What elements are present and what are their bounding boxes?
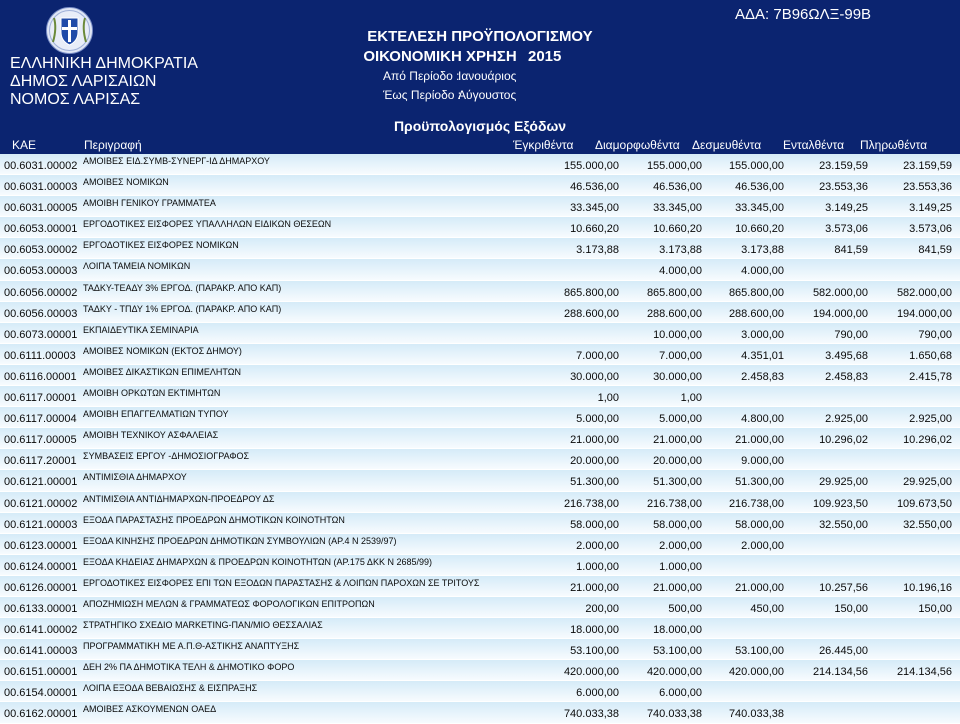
table-row (0, 681, 960, 702)
kae-code: 00.6116.00001 (4, 370, 77, 383)
amount-committed: 10.660,20 (735, 223, 784, 236)
amount-paid: 3.149,25 (909, 202, 952, 215)
amount-ordered: 3.149,25 (825, 202, 868, 215)
amount-approved: 200,00 (585, 602, 619, 615)
row-description: ΕΞΟΔΑ ΠΑΡΑΣΤΑΣΗΣ ΠΡΟΕΔΡΩΝ ΔΗΜΟΤΙΚΩΝ ΚΟΙΝΟΤΗΤΩΝ (83, 514, 345, 525)
kae-code: 00.6117.00004 (4, 413, 77, 426)
amount-ordered: 2.458,83 (825, 370, 868, 383)
kae-code: 00.6121.00002 (4, 497, 78, 510)
amount-committed: 450,00 (750, 602, 784, 615)
amount-formed: 30.000,00 (653, 370, 702, 383)
kae-code: 00.6141.00002 (4, 624, 78, 637)
amount-paid: 1.650,68 (909, 349, 952, 362)
amount-paid: 32.550,00 (903, 518, 952, 531)
amount-formed: 216.738,00 (646, 497, 702, 510)
amount-committed: 33.345,00 (735, 202, 784, 215)
amount-committed: 740.033,38 (728, 708, 784, 721)
amount-approved: 5.000,00 (576, 413, 619, 426)
amount-committed: 288.600,00 (728, 307, 784, 320)
row-description: ΑΜΟΙΒΕΣ ΝΟΜΙΚΩΝ (83, 177, 169, 188)
table-row (0, 492, 960, 513)
amount-approved: 2.000,00 (576, 539, 619, 552)
row-description: ΑΜΟΙΒΕΣ ΔΙΚΑΣΤΙΚΩΝ ΕΠΙΜΕΛΗΤΩΝ (83, 366, 241, 377)
kae-code: 00.6124.00001 (4, 560, 78, 573)
table-row (0, 386, 960, 407)
amount-ordered: 790,00 (834, 328, 868, 341)
column-header-approved: Έγκριθέντα (513, 138, 574, 152)
row-description: ΕΡΓΟΔΟΤΙΚΕΣ ΕΙΣΦΟΡΕΣ ΝΟΜΙΚΩΝ (83, 240, 239, 251)
amount-paid: 2.415,78 (909, 370, 952, 383)
row-description: ΤΑΔΚΥ-ΤΕΑΔΥ 3% ΕΡΓΟΔ. (ΠΑΡΑΚΡ. ΑΠΟ ΚΑΠ) (83, 282, 282, 293)
table-row (0, 196, 960, 217)
table-row (0, 323, 960, 344)
amount-formed: 21.000,00 (653, 434, 702, 447)
amount-ordered: 26.445,00 (819, 645, 868, 658)
kae-code: 00.6031.00002 (4, 160, 78, 172)
row-description: ΑΜΟΙΒΗ ΓΕΝΙΚΟΥ ΓΡΑΜΜΑΤΕΑ (83, 198, 216, 209)
amount-ordered: 150,00 (834, 602, 868, 615)
fiscal-year: 2015 (528, 48, 562, 65)
row-description: ΑΜΟΙΒΕΣ ΝΟΜΙΚΩΝ (ΕΚΤΟΣ ΔΗΜΟΥ) (83, 345, 242, 356)
amount-formed: 4.000,00 (659, 265, 702, 278)
amount-ordered: 582.000,00 (812, 286, 868, 299)
table-row (0, 428, 960, 449)
table-row (0, 534, 960, 555)
from-period-value: Ιανουάριος (458, 69, 517, 83)
kae-code: 00.6056.00002 (4, 286, 78, 299)
amount-formed: 18.000,00 (653, 624, 702, 637)
amount-formed: 6.000,00 (659, 687, 702, 700)
amount-approved: 420.000,00 (563, 666, 619, 679)
kae-code: 00.6117.00001 (4, 392, 77, 405)
amount-committed: 58.000,00 (735, 518, 784, 531)
kae-code: 00.6123.00001 (4, 539, 78, 552)
amount-formed: 2.000,00 (659, 539, 702, 552)
table-row (0, 344, 960, 365)
amount-committed: 21.000,00 (735, 434, 784, 447)
table-row (0, 618, 960, 639)
amount-formed: 7.000,00 (659, 349, 702, 362)
amount-committed: 3.000,00 (741, 328, 784, 341)
kae-code: 00.6154.00001 (4, 687, 78, 700)
amount-approved: 46.536,00 (570, 181, 619, 194)
row-description: ΑΜΟΙΒΕΣ ΑΣΚΟΥΜΕΝΩΝ ΟΑΕΔ (83, 704, 217, 715)
table-row (0, 259, 960, 280)
kae-code: 00.6053.00003 (4, 265, 78, 278)
amount-committed: 216.738,00 (728, 497, 784, 510)
kae-code: 00.6126.00001 (4, 581, 78, 594)
amount-formed: 865.800,00 (646, 286, 702, 299)
table-row (0, 302, 960, 323)
amount-ordered: 3.573,06 (825, 223, 868, 236)
org-line: ΝΟΜΟΣ ΛΑΡΙΣΑΣ (10, 91, 141, 108)
kae-code: 00.6151.00001 (4, 666, 78, 679)
amount-committed: 155.000,00 (728, 160, 784, 172)
amount-approved: 3.173,88 (576, 244, 619, 257)
amount-paid: 3.573,06 (909, 223, 952, 236)
amount-formed: 58.000,00 (653, 518, 702, 531)
amount-ordered: 2.925,00 (825, 413, 868, 426)
kae-code: 00.6121.00003 (4, 518, 78, 531)
amount-formed: 21.000,00 (653, 581, 702, 594)
amount-formed: 10.000,00 (653, 328, 702, 341)
amount-approved: 288.600,00 (563, 307, 619, 320)
table-row (0, 555, 960, 576)
amount-formed: 740.033,38 (646, 708, 702, 721)
amount-ordered: 23.159,59 (819, 160, 868, 172)
amount-committed: 9.000,00 (741, 455, 784, 468)
row-description: ΠΡΟΓΡΑΜΜΑΤΙΚΗ ΜΕ Α.Π.Θ-ΑΣΤΙΚΗΣ ΑΝΑΠΤΥΞΗΣ (83, 641, 300, 652)
amount-approved: 740.033,38 (563, 708, 619, 721)
amount-ordered: 10.296,02 (819, 434, 868, 447)
amount-formed: 155.000,00 (646, 160, 702, 172)
kae-code: 00.6141.00003 (4, 645, 78, 658)
amount-paid: 214.134,56 (896, 666, 952, 679)
row-description: ΛΟΙΠΑ ΕΞΟΔΑ ΒΕΒΑΙΩΣΗΣ & ΕΙΣΠΡΑΞΗΣ (83, 683, 258, 694)
amount-paid: 2.925,00 (909, 413, 952, 426)
kae-code: 00.6111.00003 (4, 349, 76, 362)
column-header-description: Περιγραφή (84, 138, 142, 152)
table-row (0, 238, 960, 259)
amount-paid: 10.296,02 (903, 434, 952, 447)
amount-committed: 46.536,00 (735, 181, 784, 194)
amount-approved: 18.000,00 (570, 624, 619, 637)
kae-code: 00.6073.00001 (4, 328, 78, 341)
column-header-formed: Διαμορφωθέντα (595, 138, 680, 152)
row-description: ΕΚΠΑΙΔΕΥΤΙΚΑ ΣΕΜΙΝΑΡΙΑ (83, 324, 199, 335)
row-description: ΑΠΟΖΗΜΙΩΣΗ ΜΕΛΩΝ & ΓΡΑΜΜΑΤΕΩΣ ΦΟΡΟΛΟΓΙΚΩΝ ΕΠΙΤΡΟΠΩΝ (83, 598, 375, 609)
amount-approved: 155.000,00 (563, 160, 619, 172)
amount-paid: 194.000,00 (896, 307, 952, 320)
amount-committed: 53.100,00 (735, 645, 784, 658)
amount-paid: 150,00 (918, 602, 952, 615)
row-description: ΣΤΡΑΤΗΓΙΚΟ ΣΧΕΔΙΟ MARKETING-ΠΑΝ/ΜΙΟ ΘΕΣΣΑΛΙΑΣ (83, 620, 323, 631)
amount-formed: 51.300,00 (653, 476, 702, 489)
amount-committed: 2.458,83 (741, 370, 784, 383)
amount-approved: 1,00 (597, 392, 619, 405)
amount-approved: 21.000,00 (570, 434, 619, 447)
row-description: ΤΑΔΚΥ - ΤΠΔΥ 1% ΕΡΓΟΔ. (ΠΑΡΑΚΡ. ΑΠΟ ΚΑΠ) (83, 303, 282, 314)
column-header-paid: Πληρωθέντα (860, 138, 928, 152)
amount-ordered: 841,59 (834, 244, 868, 257)
amount-formed: 5.000,00 (659, 413, 702, 426)
amount-formed: 46.536,00 (653, 181, 702, 194)
amount-committed: 2.000,00 (741, 539, 784, 552)
table-row (0, 597, 960, 618)
table-row (0, 217, 960, 238)
amount-formed: 1.000,00 (659, 560, 702, 573)
amount-ordered: 194.000,00 (812, 307, 868, 320)
table-body (0, 154, 960, 724)
row-description: ΕΞΟΔΑ ΚΙΝΗΣΗΣ ΠΡΟΕΔΡΩΝ ΔΗΜΟΤΙΚΩΝ ΣΥΜΒΟΥΛΙΩΝ (ΑΡ.4 Ν 2539/97) (83, 535, 397, 546)
org-line: ΔΗΜΟΣ ΛΑΡΙΣΑΙΩΝ (10, 73, 157, 90)
amount-paid: 10.196,16 (903, 581, 952, 594)
amount-approved: 51.300,00 (570, 476, 619, 489)
row-description: ΑΜΟΙΒΗ ΤΕΧΝΙΚΟΥ ΑΣΦΑΛΕΙΑΣ (83, 430, 219, 441)
amount-committed: 21.000,00 (735, 581, 784, 594)
table-row (0, 639, 960, 660)
report-header (0, 0, 960, 136)
to-period-value: Αύγουστος (458, 88, 517, 102)
amount-paid: 582.000,00 (896, 286, 952, 299)
amount-approved: 1.000,00 (576, 560, 619, 573)
kae-code: 00.6117.00005 (4, 434, 77, 447)
amount-formed: 20.000,00 (653, 455, 702, 468)
row-description: ΕΡΓΟΔΟΤΙΚΕΣ ΕΙΣΦΟΡΕΣ ΕΠΙ ΤΩΝ ΕΞΟΔΩΝ ΠΑΡΑΣΤΑΣΗΣ & ΛΟΙΠΩΝ ΠΑΡΟΧΩΝ ΣΕ ΤΡΙΤΟΥΣ (83, 577, 480, 588)
column-header-ordered: Ενταλθέντα (783, 138, 845, 152)
amount-approved: 6.000,00 (576, 687, 619, 700)
row-description: ΛΟΙΠΑ ΤΑΜΕΙΑ ΝΟΜΙΚΩΝ (83, 261, 191, 272)
amount-committed: 4.800,00 (741, 413, 784, 426)
amount-ordered: 10.257,56 (819, 581, 868, 594)
column-header-kae: ΚΑΕ (12, 138, 37, 152)
amount-ordered: 29.925,00 (819, 476, 868, 489)
org-line: ΕΛΛΗΝΙΚΗ ΔΗΜΟΚΡΑΤΙΑ (10, 55, 198, 72)
row-description: ΕΞΟΔΑ ΚΗΔΕΙΑΣ ΔΗΜΑΡΧΩΝ & ΠΡΟΕΔΡΩΝ ΚΟΙΝΟΤΗΤΩΝ (ΑΡ.175 ΔΚΚ Ν 2685/99) (83, 556, 432, 567)
amount-approved: 865.800,00 (563, 286, 619, 299)
amount-approved: 7.000,00 (576, 349, 619, 362)
amount-formed: 53.100,00 (653, 645, 702, 658)
amount-committed: 51.300,00 (735, 476, 784, 489)
row-description: ΣΥΜΒΑΣΕΙΣ ΕΡΓΟΥ -ΔΗΜΟΣΙΟΓΡΑΦΟΣ (83, 451, 250, 462)
amount-paid: 23.159,59 (903, 160, 952, 172)
kae-code: 00.6117.20001 (4, 455, 77, 468)
amount-committed: 4.351,01 (741, 349, 784, 362)
amount-ordered: 32.550,00 (819, 518, 868, 531)
amount-approved: 53.100,00 (570, 645, 619, 658)
row-description: ΑΜΟΙΒΗ ΕΠΑΓΓΕΛΜΑΤΙΩΝ ΤΥΠΟΥ (83, 409, 229, 420)
to-period-label: Έως Περίοδο : (383, 88, 462, 102)
amount-paid: 790,00 (918, 328, 952, 341)
row-description: ΕΡΓΟΔΟΤΙΚΕΣ ΕΙΣΦΟΡΕΣ ΥΠΑΛΛΗΛΩΝ ΕΙΔΙΚΩΝ ΘΕΣΕΩΝ (83, 219, 332, 230)
row-description: ΑΜΟΙΒΗ ΟΡΚΩΤΩΝ ΕΚΤΙΜΗΤΩΝ (83, 388, 221, 399)
amount-paid: 23.553,36 (903, 181, 952, 194)
table-row (0, 154, 960, 175)
amount-approved: 21.000,00 (570, 581, 619, 594)
amount-approved: 20.000,00 (570, 455, 619, 468)
table-row (0, 407, 960, 428)
table-row (0, 449, 960, 470)
amount-formed: 420.000,00 (646, 666, 702, 679)
report-title: ΕΚΤΕΛΕΣΗ ΠΡΟΫΠΟΛΟΓΙΣΜΟΥ (367, 28, 593, 45)
amount-formed: 1,00 (680, 392, 702, 405)
kae-code: 00.6031.00003 (4, 181, 78, 194)
amount-ordered: 214.134,56 (812, 666, 868, 679)
amount-formed: 288.600,00 (646, 307, 702, 320)
amount-formed: 33.345,00 (653, 202, 702, 215)
column-header-committed: Δεσμευθέντα (692, 138, 762, 152)
amount-ordered: 109.923,50 (812, 497, 868, 510)
row-description: ΑΝΤΙΜΙΣΘΙΑ ΑΝΤΙΔΗΜΑΡΧΩΝ-ΠΡΟΕΔΡΟΥ ΔΣ (83, 493, 275, 504)
amount-approved: 216.738,00 (563, 497, 619, 510)
amount-formed: 3.173,88 (659, 244, 702, 257)
table-row (0, 470, 960, 491)
amount-approved: 10.660,20 (570, 223, 619, 236)
row-description: ΑΜΟΙΒΕΣ ΕΙΔ.ΣΥΜΒ-ΣΥΝΕΡΓ-ΙΔ ΔΗΜΑΡΧΟΥ (83, 156, 270, 166)
table-row (0, 281, 960, 302)
amount-ordered: 3.495,68 (825, 349, 868, 362)
amount-committed: 3.173,88 (741, 244, 784, 257)
kae-code: 00.6031.00005 (4, 202, 78, 215)
amount-approved: 58.000,00 (570, 518, 619, 531)
amount-ordered: 23.553,36 (819, 181, 868, 194)
amount-paid: 29.925,00 (903, 476, 952, 489)
table-row (0, 175, 960, 196)
amount-approved: 33.345,00 (570, 202, 619, 215)
kae-code: 00.6121.00001 (4, 476, 78, 489)
amount-formed: 500,00 (668, 602, 702, 615)
amount-committed: 420.000,00 (728, 666, 784, 679)
table-row (0, 660, 960, 681)
table-row (0, 576, 960, 597)
kae-code: 00.6053.00001 (4, 223, 78, 236)
ada-code: ΑΔΑ: 7Β96ΩΛΞ-99Β (735, 6, 872, 23)
row-description: ΔΕΗ 2% ΠΑ ΔΗΜΟΤΙΚΑ ΤΕΛΗ & ΔΗΜΟΤΙΚΟ ΦΟΡΟ (83, 662, 295, 673)
amount-paid: 841,59 (918, 244, 952, 257)
table-row (0, 702, 960, 723)
amount-committed: 865.800,00 (728, 286, 784, 299)
table-header (0, 136, 960, 154)
amount-formed: 10.660,20 (653, 223, 702, 236)
table-row (0, 365, 960, 386)
amount-committed: 4.000,00 (741, 265, 784, 278)
kae-code: 00.6053.00002 (4, 244, 78, 257)
row-description: ΑΝΤΙΜΙΣΘΙΑ ΔΗΜΑΡΧΟΥ (83, 472, 187, 483)
amount-approved: 30.000,00 (570, 370, 619, 383)
report-subtitle: ΟΙΚΟΝΟΜΙΚΗ ΧΡΗΣΗ (363, 48, 517, 65)
amount-paid: 109.673,50 (896, 497, 952, 510)
table-row (0, 513, 960, 534)
from-period-label: Από Περίοδο : (383, 69, 460, 83)
kae-code: 00.6133.00001 (4, 602, 78, 615)
kae-code: 00.6162.00001 (4, 708, 78, 721)
kae-code: 00.6056.00003 (4, 307, 78, 320)
section-title: Προϋπολογισμός Εξόδων (393, 118, 567, 134)
